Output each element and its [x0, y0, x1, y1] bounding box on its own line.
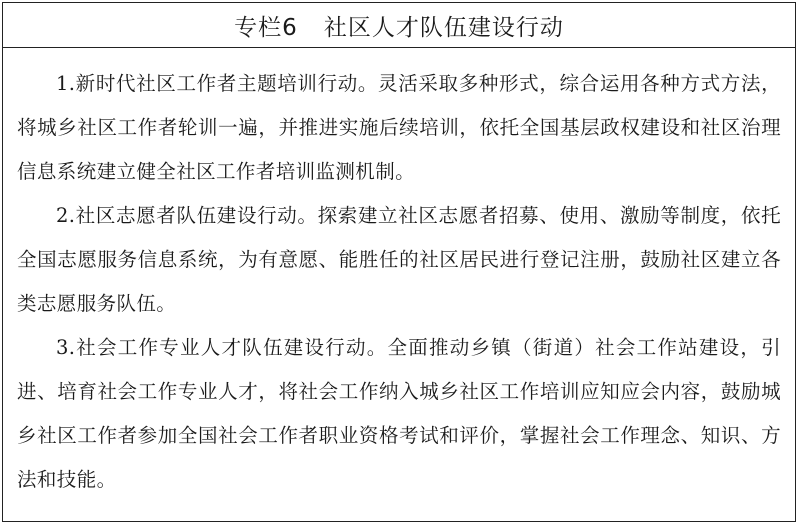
paragraph-volunteers: 2.社区志愿者队伍建设行动。探索建立社区志愿者招募、使用、激励等制度，依托全国志愿服务信息系统，为有意愿、能胜任的社区居民进行登记注册，鼓励社区建立各类志愿服务队伍。 [17, 204, 781, 315]
column-body [3, 48, 795, 502]
column-box [2, 2, 796, 522]
paragraph-training: 1.新时代社区工作者主题培训行动。灵活采取多种形式，综合运用各种方式方法，将城乡社区工作者轮训一遍，并推进实施后续培训，依托全国基层政权建设和社区治理信息系统建立健全社区工作者培训监测机制。 [17, 72, 781, 183]
column-heading: 社区人才队伍建设行动 [323, 14, 564, 41]
paragraph-social-work: 3.社会工作专业人才队伍建设行动。全面推动乡镇（街道）社会工作站建设，引进、培育社会工作专业人才，将社会工作纳入城乡社区工作培训应知应会内容，鼓励城乡社区工作者参加全国社会工作者职业资格考试和评价，掌握社会工作理念、知识、方法和技能。 [17, 336, 781, 491]
column-title [3, 3, 795, 48]
column-label: 专栏6 [234, 14, 298, 41]
